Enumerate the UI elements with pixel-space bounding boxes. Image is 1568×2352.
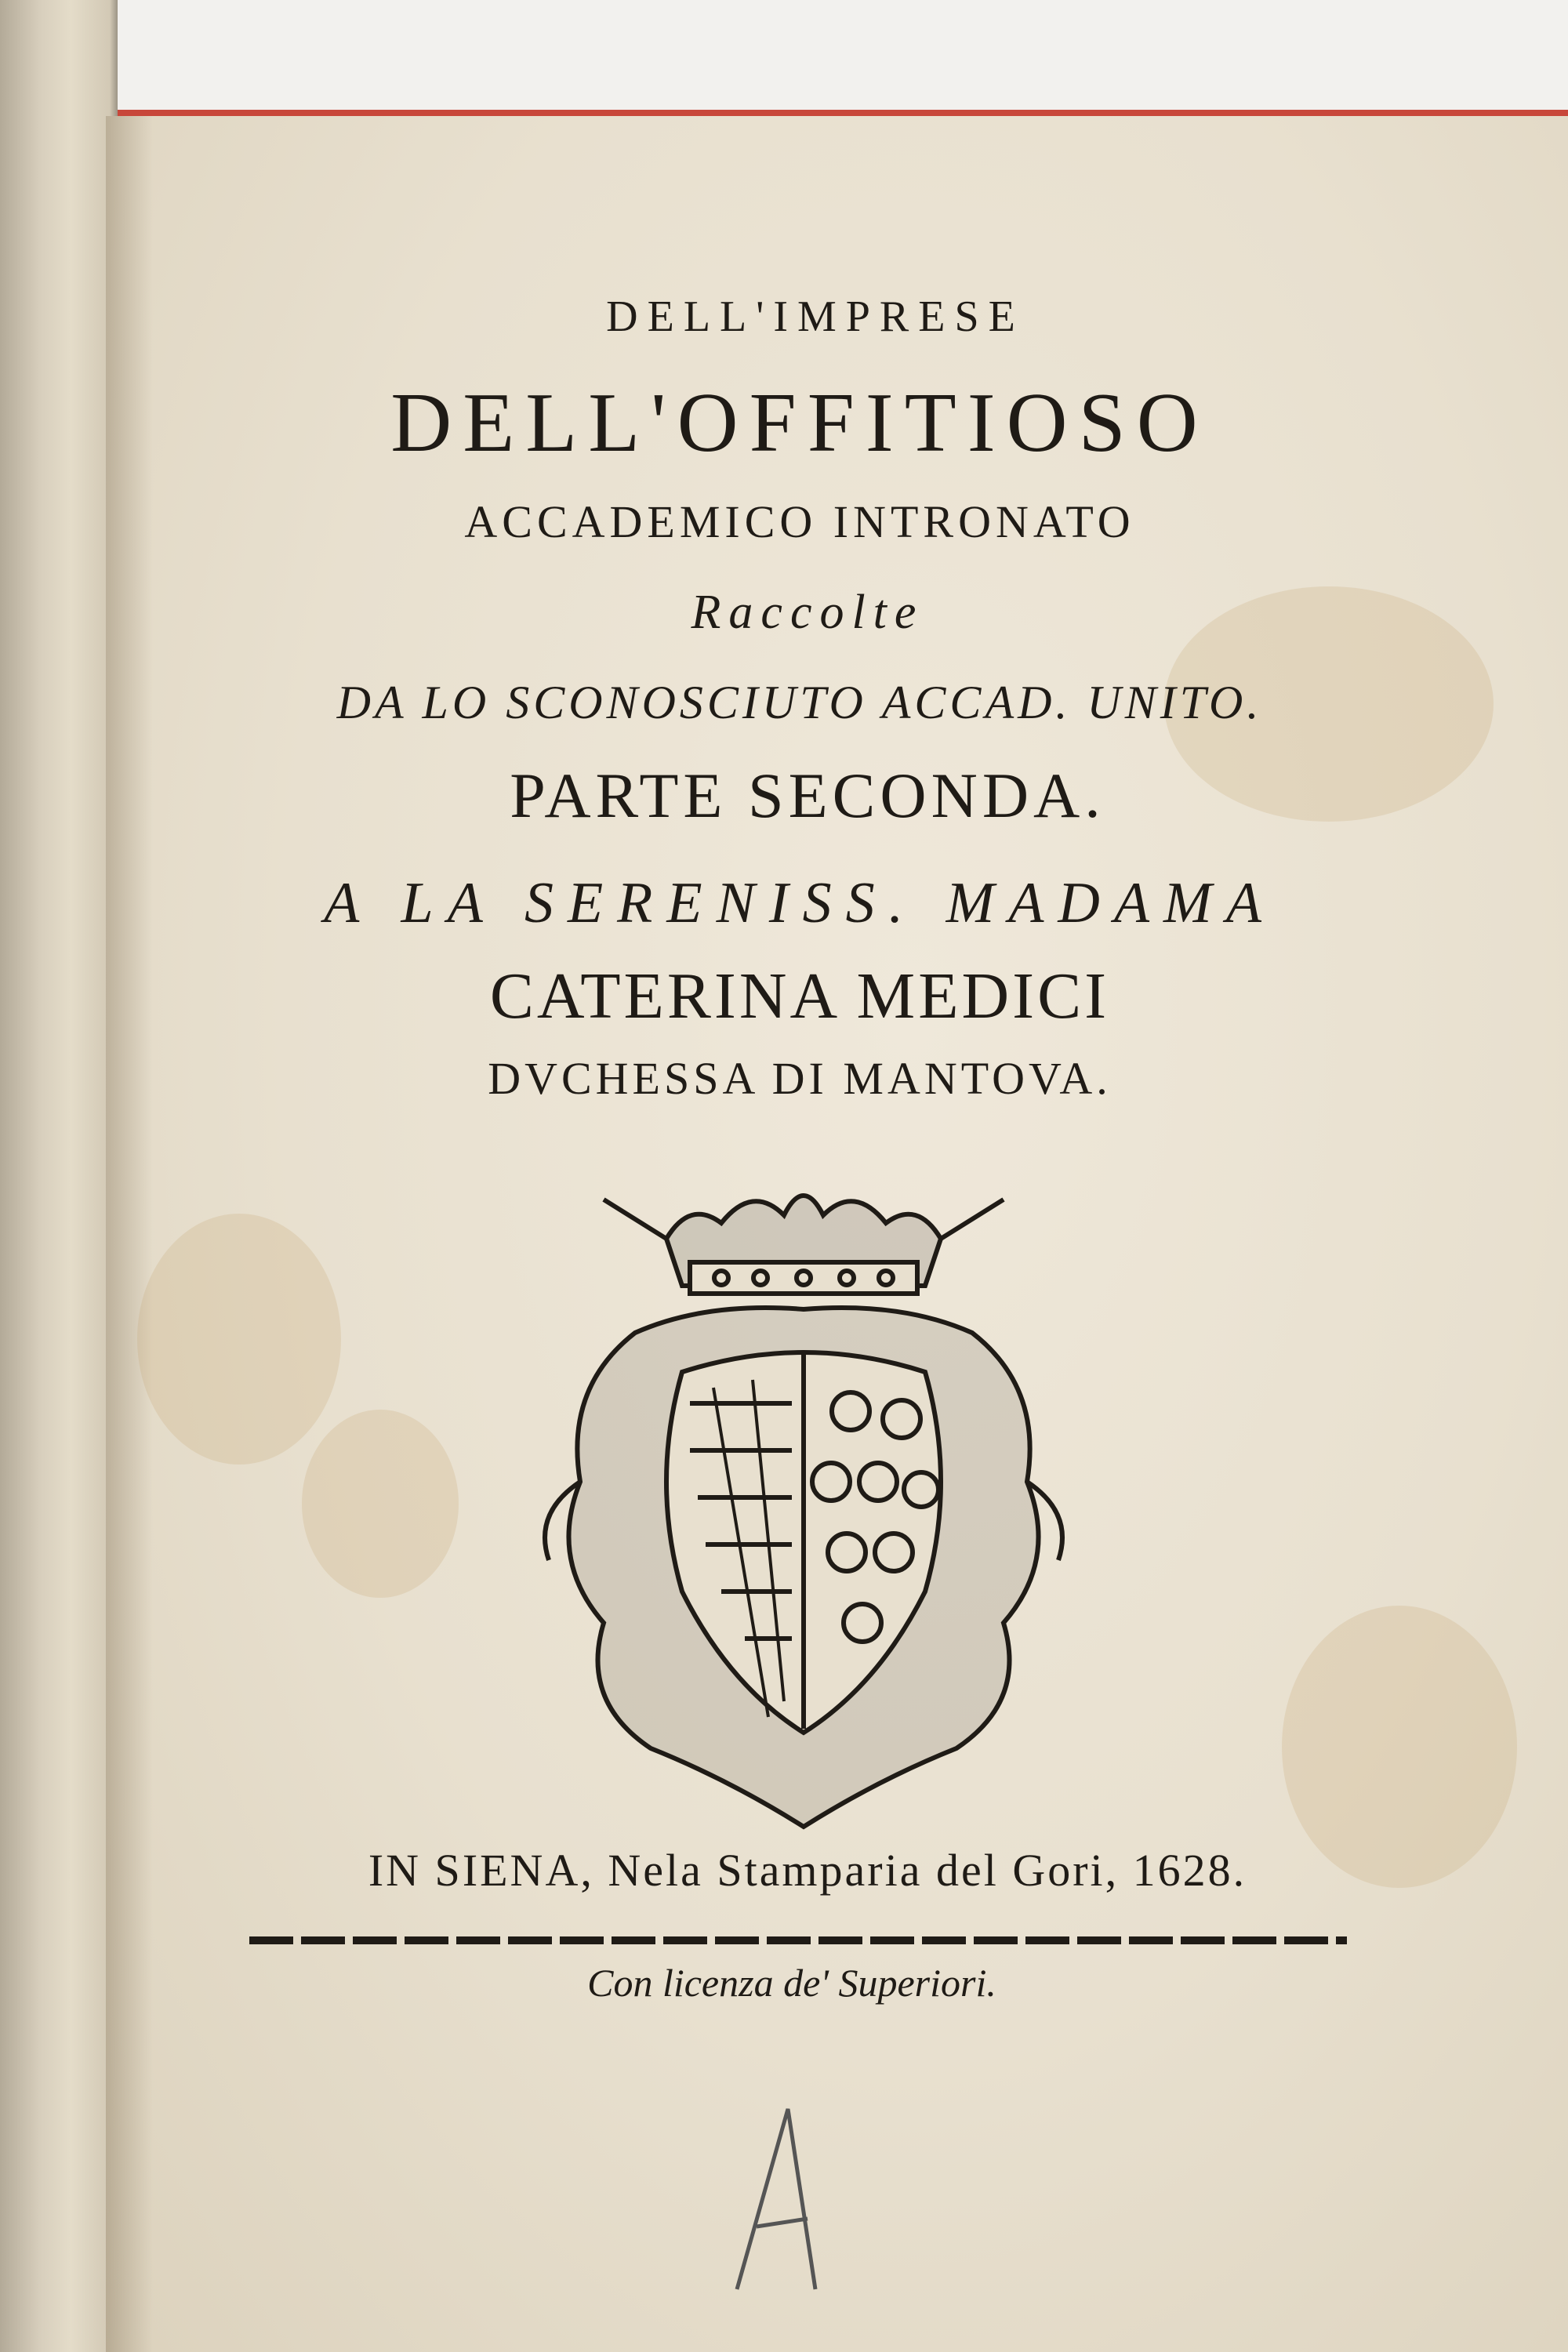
dedicatee-name: CATERINA MEDICI [489, 960, 1110, 1033]
title-line-5: DA LO SCONOSCIUTO ACCAD. UNITO. [336, 677, 1263, 728]
dashed-rule [249, 1936, 1347, 1944]
title-line-1: DELL'IMPRESE [606, 292, 1025, 341]
title-line-2: DELL'OFFITIOSO [390, 376, 1209, 470]
dedication-line: A LA SERENISS. MADAMA [324, 871, 1276, 935]
pencil-mark-letter: A [776, 2238, 793, 2263]
license-line: Con licenza de' Superiori. [587, 1961, 996, 2005]
imprint-line: IN SIENA, Nela Stamparia del Gori, 1628. [368, 1845, 1247, 1896]
coat-of-arms-woodcut [533, 1152, 1074, 1835]
pencil-mark [721, 2101, 831, 2297]
title-line-4: Raccolte [691, 586, 924, 639]
title-line-3: ACCADEMICO INTRONATO [464, 496, 1135, 547]
dedicatee-title: DVCHESSA DI MANTOVA. [488, 1053, 1112, 1104]
title-line-6: PARTE SECONDA. [510, 760, 1105, 831]
